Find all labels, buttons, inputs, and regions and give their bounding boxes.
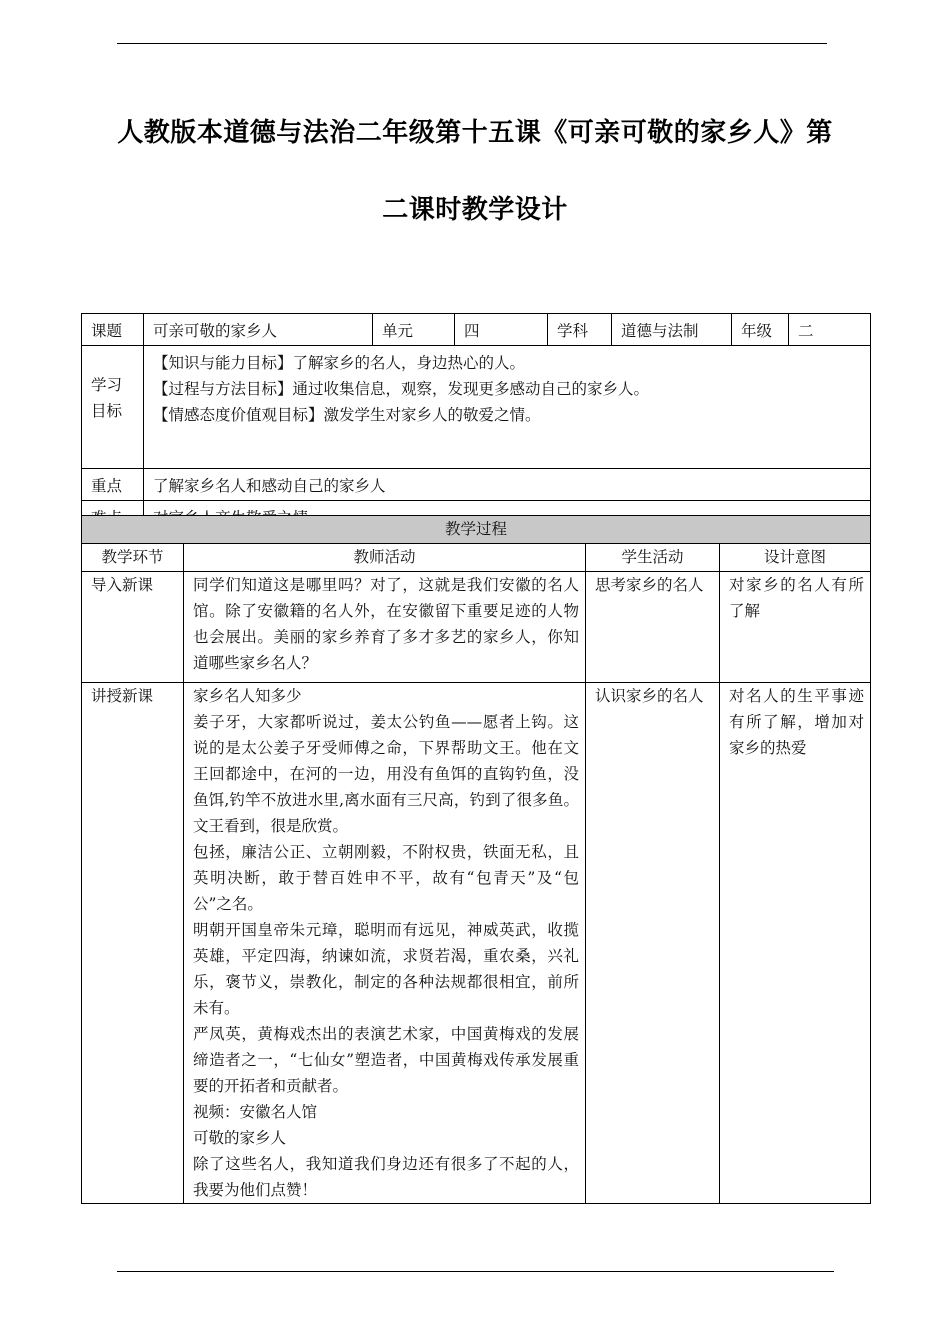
teacher-paragraph: 除了这些名人，我知道我们身边还有很多了不起的人，我要为他们点赞！ (193, 1155, 579, 1199)
teacher-paragraph: 严凤英，黄梅戏杰出的表演艺术家，中国黄梅戏的发展缔造者之一，“七仙女”塑造者，中国黄梅戏传承发展重要的开拓者和贡献者。 (193, 1025, 579, 1095)
page-title-line-1: 人教版本道德与法治二年级第十五课《可亲可敬的家乡人》第 (117, 118, 833, 148)
goals-content (144, 346, 871, 469)
topic-label: 课题 (82, 314, 144, 346)
unit-value: 四 (455, 314, 548, 346)
header-rule (117, 43, 827, 44)
key-point-row (82, 469, 871, 501)
unit-label: 单元 (373, 314, 455, 346)
topic-value: 可亲可敬的家乡人 (144, 314, 373, 346)
info-header-row (82, 314, 871, 346)
student-activity-cell: 思考家乡的名人 (586, 572, 720, 683)
teacher-activity-cell (184, 683, 586, 1204)
design-intent-cell: 对名人的生平事迹有所了解，增加对家乡的热爱 (720, 683, 871, 1204)
teacher-paragraph: 明朝开国皇帝朱元璋，聪明而有远见，神威英武，收揽英雄，平定四海，纳谏如流，求贤若渴，重农桑，兴礼乐，褒节义，崇教化，制定的各种法规都很相宜，前所未有。 (193, 921, 579, 1017)
teaching-process-table (81, 515, 871, 1204)
subject-label: 学科 (548, 314, 612, 346)
process-header-row (82, 544, 871, 572)
footer-rule (117, 1271, 834, 1272)
process-band-row (82, 516, 871, 544)
key-point-label: 重点 (82, 469, 144, 501)
goals-row (82, 346, 871, 469)
page-title-line-2: 二课时教学设计 (382, 195, 568, 225)
teacher-paragraph: 家乡名人知多少 (193, 687, 302, 705)
process-row-teaching (82, 683, 871, 1204)
goals-label: 学习 目标 (82, 346, 144, 469)
lesson-info-table (81, 313, 871, 533)
stage-cell: 讲授新课 (82, 683, 184, 1204)
teacher-paragraph: 可敬的家乡人 (193, 1129, 287, 1147)
header-teacher: 教师活动 (184, 544, 586, 572)
grade-value: 二 (789, 314, 871, 346)
goal-knowledge: 【知识与能力目标】了解家乡的名人，身边热心的人。 (153, 354, 526, 372)
process-row-intro (82, 572, 871, 683)
teacher-paragraph: 姜子牙，大家都听说过，姜太公钓鱼——愿者上钩。这说的是太公姜子牙受师傅之命，下界帮助文王。他在文王回都途中，在河的一边，用没有鱼饵的直钩钓鱼，没鱼饵,钓竿不放进水里,离水面有三尺高，钓到了很多鱼。文王看到，很是欣赏。 (193, 713, 579, 835)
student-activity-cell: 认识家乡的名人 (586, 683, 720, 1204)
header-stage: 教学环节 (82, 544, 184, 572)
subject-value: 道德与法制 (612, 314, 732, 346)
teacher-paragraph: 视频：安徽名人馆 (193, 1103, 318, 1121)
header-intent: 设计意图 (720, 544, 871, 572)
process-band-title: 教学过程 (82, 516, 871, 544)
key-point-value: 了解家乡名人和感动自己的家乡人 (144, 469, 871, 501)
header-student: 学生活动 (586, 544, 720, 572)
design-intent-cell: 对家乡的名人有所了解 (720, 572, 871, 683)
goal-process: 【过程与方法目标】通过收集信息，观察，发现更多感动自己的家乡人。 (153, 380, 650, 398)
goal-emotion: 【情感态度价值观目标】激发学生对家乡人的敬爱之情。 (153, 406, 541, 424)
teacher-paragraph: 包拯，廉洁公正、立朝刚毅，不附权贵，铁面无私，且英明决断，敢于替百姓申不平，故有“包青天”及“包公”之名。 (193, 843, 579, 913)
grade-label: 年级 (732, 314, 789, 346)
stage-cell: 导入新课 (82, 572, 184, 683)
teacher-activity-cell: 同学们知道这是哪里吗？对了，这就是我们安徽的名人馆。除了安徽籍的名人外，在安徽留下重要足迹的人物也会展出。美丽的家乡养育了多才多艺的家乡人，你知道哪些家乡名人？ (184, 572, 586, 683)
